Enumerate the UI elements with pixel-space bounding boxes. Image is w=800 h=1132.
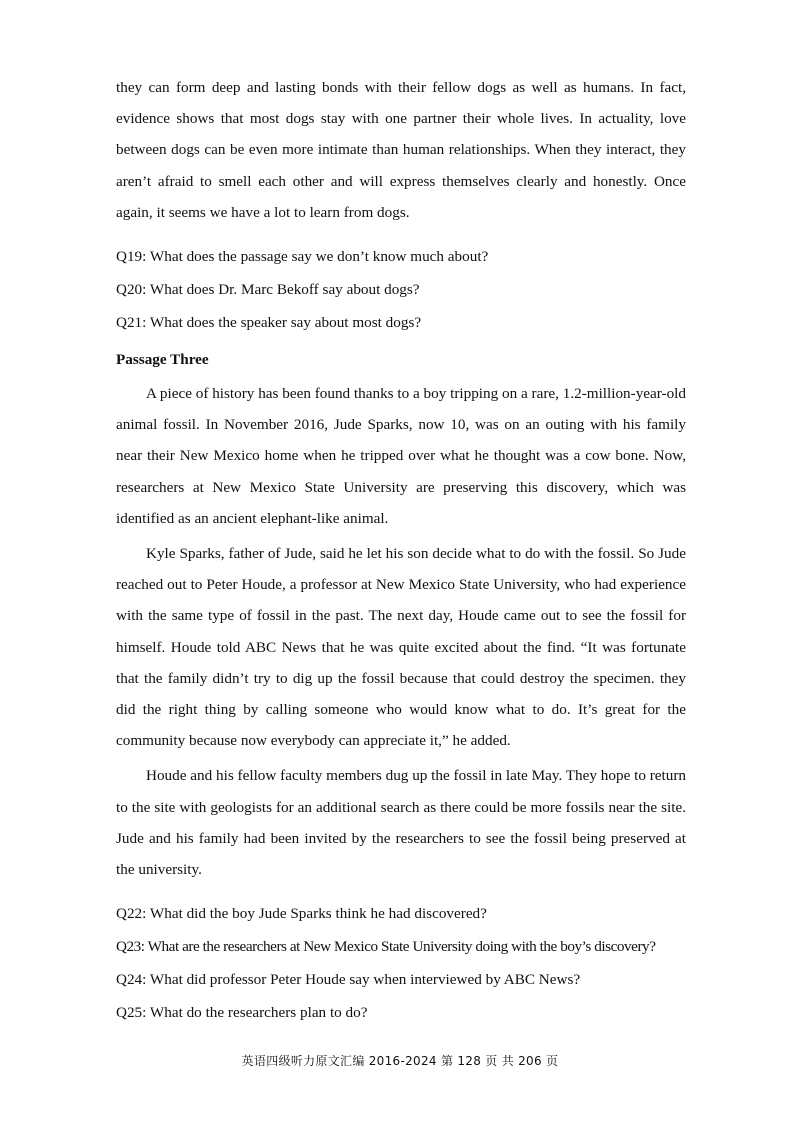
document-page [116,72,686,1029]
question-item: Q24: What did professor Peter Houde say when interviewed by ABC News? [116,971,581,989]
passage-three-paragraph: A piece of history has been found thanks to a boy tripping on a rare, 1.2-million-year-old animal fossil. In November 2016, Jude Sparks, now 10, was on an outing with his family near their New Mexico home when he tripped over what he thought was a cow bone. Now, researchers at New Mexico State University are preserving this discovery, which was identified as an ancient elephant-like animal. [116,385,686,527]
question-item: Q19: What does the passage say we don’t know much about? [116,248,489,266]
passage-three-paragraph: Houde and his fellow faculty members dug up the fossil in late May. They hope to return to the site with geologists for an additional search as there could be more fossils near the site. Jude and his family had been invited by the researchers to see the fossil being preserved at the university. [116,767,686,879]
question-list-passage-two [116,240,686,339]
passage-two-closing-paragraph: they can form deep and lasting bonds with their fellow dogs as well as humans. In fact, evidence shows that most dogs stay with one partner their whole lives. In actuality, love between dogs can be even more intimate than human relationships. When they interact, they aren’t afraid to smell each other and will express themselves clearly and honestly. Once again, it seems we have a lot to learn from dogs. [116,79,686,221]
passage-three-heading: Passage Three [116,351,209,369]
question-item: Q22: What did the boy Jude Sparks think he had discovered? [116,905,487,923]
page-footer: 英语四级听力原文汇编 2016-2024 第 128 页 共 206 页 [241,1054,559,1068]
question-item: Q25: What do the researchers plan to do? [116,1004,368,1022]
question-list-passage-three [116,897,686,1029]
question-item: Q23: What are the researchers at New Mexico State University doing with the boy’s discovery? [116,938,656,956]
passage-three-paragraph: Kyle Sparks, father of Jude, said he let his son decide what to do with the fossil. So Jude reached out to Peter Houde, a professor at New Mexico State University, who had experience with the same type of fossil in the past. The next day, Houde came out to see the fossil for himself. Houde told ABC News that he was quite excited about the find. “It was fortunate that the family didn’t try to dig up the fossil because that could destroy the specimen. they did the right thing by calling someone who would know what to do. It’s great for the community because now everybody can appreciate it,” he added. [116,545,686,750]
question-item: Q21: What does the speaker say about most dogs? [116,314,422,332]
question-item: Q20: What does Dr. Marc Bekoff say about dogs? [116,281,420,299]
